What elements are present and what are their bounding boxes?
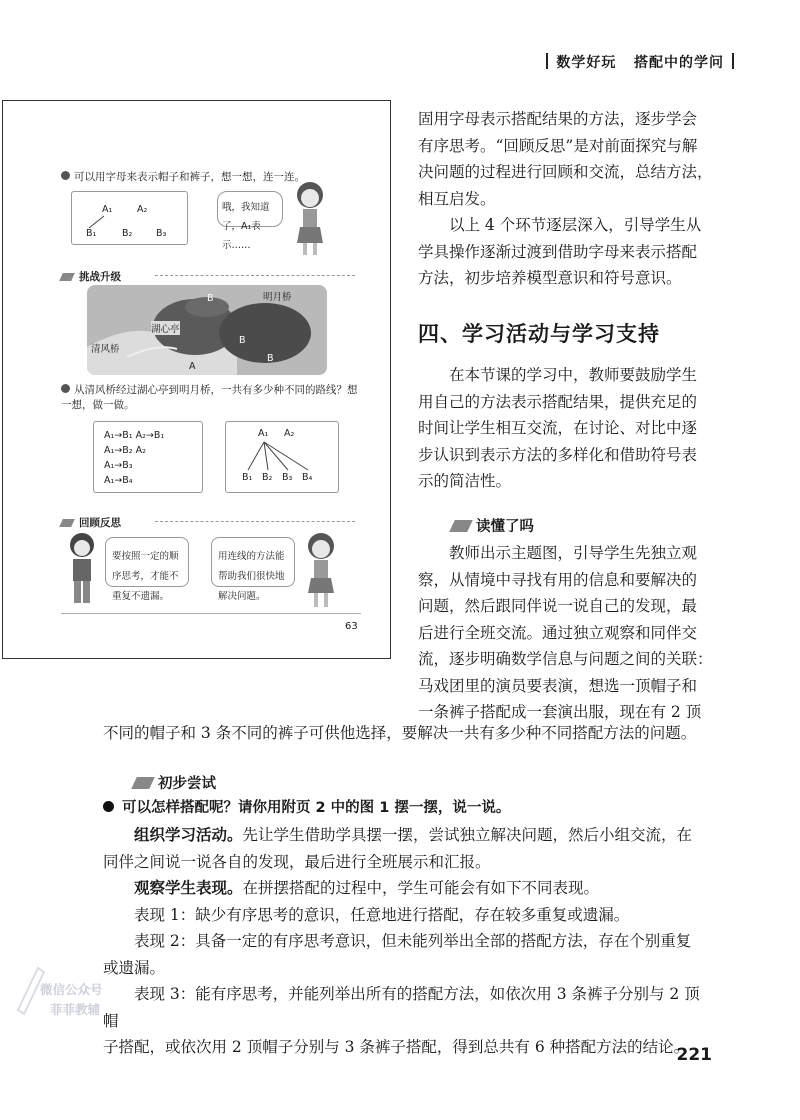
bridge-left-label: 清风桥 [91,344,120,355]
label-b: B [239,335,246,346]
body-paragraphs [103,822,715,1061]
tree-a1: A₁ [258,428,269,439]
boy-illustration [63,531,101,611]
watermark-line1: 微信公众号 [40,982,103,997]
review-label: 回顾反思 [61,515,121,530]
tree-b3: B₃ [282,472,293,483]
speech-bubble: 要按照一定的顺序思考，才能不重复不遗漏。 [105,537,189,587]
arrow-row: A₁→B₁ A₂→B₁ [104,430,165,441]
lake-map [87,285,327,375]
text-line: 流，逐步明确数学信息与问题之间的关联： [418,650,713,668]
tree-b4: B₄ [302,472,313,483]
tree-b1: B₁ [242,472,253,483]
bullet-icon [61,171,70,180]
pavilion-label: 湖心亭 [151,321,180,335]
text-line: 子搭配，或依次用 2 顶帽子分别与 3 条裤子搭配，得到总共有 6 种搭配方法的结论。 [103,1038,690,1056]
bullet-icon [61,384,70,393]
text-line: 学具操作逐渐过渡到借助字母来表示搭配 [418,242,698,261]
text-line: 不同的帽子和 3 条不同的裤子可供他选择，要解决一共有多少种不同搭配方法的问题。 [103,724,697,742]
subheading-try: 初步尝试 [134,772,216,793]
text-line: 或遗漏。 [103,958,166,977]
read-paragraph [418,540,714,726]
text-line: 后进行全班交流。通过独立观察和同伴交 [418,623,698,642]
divider [155,521,355,522]
tree-b2: B₂ [262,472,273,483]
text-line: 有序思考。“回顾反思”是对前面探究与解 [418,136,698,155]
speech-bubble: 哦，我知道了，A₁表示…… [217,191,283,227]
girl-illustration [289,179,331,261]
subheading-icon [131,777,155,789]
header-section: 数学好玩 [556,55,617,71]
text-line: 问题，然后跟同伴说一说自己的发现，最 [418,597,698,615]
text-line: 观察学生表现。在拼摆搭配的过程中，学生可能会有如下不同表现。 [134,879,600,897]
page-number: 221 [676,1045,712,1065]
text-line: 示的简洁性。 [418,472,512,490]
text-line: 表现 1：缺少有序思考的意识，任意地进行搭配，存在较多重复或遗漏。 [134,905,630,924]
subheading-read: 读懂了吗 [452,515,534,536]
bullet-icon [103,801,114,812]
text-line: 用自己的方法表示搭配结果，提供充足的 [418,392,698,411]
label-b3: B₃ [156,228,167,239]
text-line: 察，从情境中寻找有用的信息和要解决的 [418,570,698,589]
connect-card [71,191,188,245]
text-line: 在本节课的学习中，教师要鼓励学生 [449,366,698,384]
text-line: 一条裤子搭配成一套演出服，现在有 2 顶 [418,703,702,721]
text-line: 方法，初步培养模型意识和符号意识。 [418,269,682,287]
section-paragraph [418,362,714,495]
arrow-row: A₁→B₂ A₂ [104,445,146,456]
arrow-row: A₁→B₄ [104,475,133,486]
question-2: 从清风桥经过湖心亭到明月桥，一共有多少种不同的路线？想一想，做一做。 [61,384,358,411]
paragraph-continued [418,106,714,292]
text-line: 表现 3：能有序思考，并能列举出所有的搭配方法，如依次用 3 条裤子分别与 2 顶帽 [103,985,700,1030]
watermark [12,960,132,1030]
label-a1: A₁ [102,204,113,215]
divider [61,613,361,614]
text-line: 相互启发。 [418,189,496,208]
textbook-page-figure [2,100,391,659]
question-1: 可以用字母来表示帽子和裤子，想一想，连一连。 [61,169,305,184]
tree-card [225,421,339,493]
divider [546,53,548,69]
arrow-row: A₁→B₃ [104,460,133,471]
divider [732,53,734,69]
text-line: 表现 2：具备一定的有序思考意识，但未能列举出全部的搭配方法，存在个别重复 [134,932,692,950]
text-line: 以上 4 个环节逐层深入，引导学生从 [449,216,702,234]
text-line: 决问题的过程进行回顾和交流，总结方法， [418,163,713,181]
textbook-page-number: 63 [345,621,358,632]
text-line: 教师出示主题图，引导学生先独立观 [449,544,698,562]
label-b1: B₁ [86,228,97,239]
text-line: 马戏团里的演员要表演，想选一顶帽子和 [418,676,698,695]
divider [155,275,355,276]
running-header [538,52,742,72]
bullet-question: 可以怎样搭配呢？请你用附页 2 中的图 1 摆一摆，说一说。 [103,795,715,822]
challenge-label: 挑战升级 [61,269,121,284]
tree-a2: A₂ [284,428,295,439]
section-heading: 四、学习活动与学习支持 [418,322,660,346]
label-a: A [189,361,196,372]
arrow-list [104,428,164,488]
text-line: 同伴之间说一说各自的发现，最后进行全班展示和汇报。 [103,852,491,871]
text-line: 时间让学生相互交流，在讨论、对比中逐 [418,419,698,437]
label-b: B [207,293,214,304]
bridge-right-label: 明月桥 [263,292,292,303]
label-a2: A₂ [137,204,148,215]
label-b2: B₂ [122,228,133,239]
text-line: 组织学习活动。先让学生借助学具摆一摆，尝试独立解决问题，然后小组交流，在 [134,826,693,844]
text-line: 步认识到表示方法的多样化和借助符号表 [418,445,698,464]
label-b: B [267,353,274,364]
girl-illustration [301,531,341,613]
subheading-icon [449,520,473,532]
text-line: 固用字母表示搭配结果的方法，逐步学会 [418,110,698,128]
arrow-card [93,421,203,493]
header-title: 搭配中的学问 [634,55,724,71]
watermark-line2: 菲菲教辅 [50,1002,101,1017]
speech-bubble: 用连线的方法能帮助我们很快地解决问题。 [211,537,295,587]
